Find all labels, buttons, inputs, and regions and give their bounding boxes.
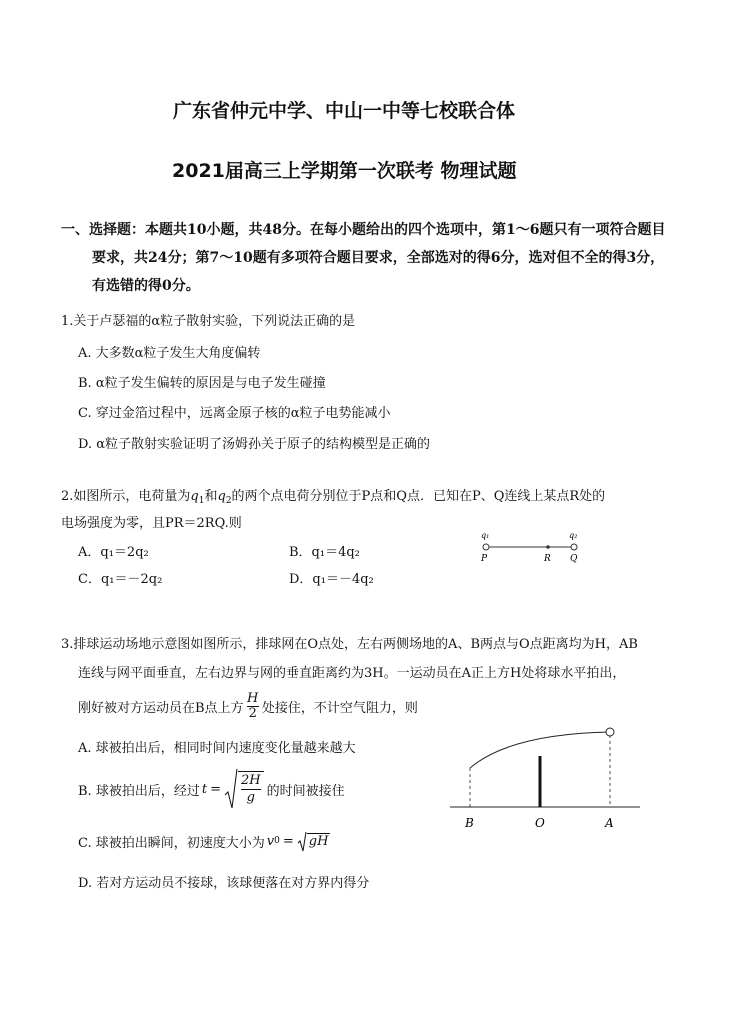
q1-stem: 1.关于卢瑟福的α粒子散射实验，下列说法正确的是 [61, 314, 356, 329]
q2-charge-diagram [470, 528, 590, 568]
section-instructions-line-3: 有选错的得0分。 [92, 278, 200, 294]
q1-option-a: A. 大多数α粒子发生大角度偏转 [78, 346, 261, 361]
label-q: Q [570, 554, 578, 564]
q3-option-b [78, 767, 345, 811]
q3-stem-line-2: 连线与网平面垂直，左右边界与网的垂直距离约为3H。一运动员在A正上方H处将球水平拍出， [78, 666, 626, 681]
label-q1: q₁ [481, 531, 490, 540]
q2-stem-line-2: 电场强度为零，且PR＝2RQ.则 [61, 516, 242, 531]
q2-q1-subscript: 1 [198, 496, 205, 506]
section-instructions-line-2: 要求，共24分；第7～10题有多项符合题目要求，全部选对的得6分，选对但不全的得3分， [92, 250, 665, 266]
q3-line3-suffix: 处接住，不计空气阻力，则 [261, 700, 418, 716]
q2-stem-rest: 的两个点电荷分别位于P点和Q点．已知在P、Q连线上某点R处的 [231, 489, 606, 504]
equals-sign-c: = [282, 833, 294, 849]
q2-option-b: B．q₁＝4q₂ [289, 545, 360, 560]
fraction-numerator: H [247, 690, 259, 706]
label-a: A [605, 816, 614, 830]
label-p: P [481, 554, 488, 564]
q2-stem-and: 和 [204, 489, 218, 504]
q3-stem-line-1: 3.排球运动场地示意图如图所示，排球网在O点处，左右两侧场地的A、B两点与O点距离均为H，AB [61, 637, 638, 652]
sqrt-2h-over-g [238, 771, 264, 806]
label-o: O [535, 816, 545, 830]
section-instructions-line-1: 一、选择题：本题共10小题，共48分。在每小题给出的四个选项中，第1～6题只有一项符合题目 [61, 222, 666, 238]
q3-stem-line-3 [78, 690, 418, 722]
v-subscript: 0 [274, 836, 280, 846]
point-q-marker [571, 544, 577, 550]
q3-volleyball-diagram [440, 720, 650, 835]
q2-q2-subscript: 2 [225, 496, 232, 506]
q1-option-c: C. 穿过金箔过程中，远离金原子核的α粒子电势能减小 [78, 406, 391, 421]
point-r-marker [546, 545, 550, 549]
q2-stem-prefix: 2.如图所示，电荷量为 [61, 489, 191, 504]
q2-option-a: A．q₁＝2q₂ [78, 545, 149, 560]
equals-sign: = [210, 781, 221, 797]
v-symbol: v [266, 833, 275, 849]
q2-stem-line-1 [61, 485, 605, 506]
q3-option-c [78, 829, 330, 853]
fraction-denominator: 2 [248, 705, 257, 721]
q2-option-c: C．q₁＝－2q₂ [78, 572, 163, 587]
radicand-numerator: 2H [240, 772, 261, 788]
point-p-marker [483, 544, 489, 550]
sqrt-radical-icon [224, 767, 238, 811]
q2-q2-symbol: q [217, 489, 226, 504]
ball-icon [606, 728, 614, 736]
q1-option-b: B. α粒子发生偏转的原因是与电子发生碰撞 [78, 376, 326, 391]
label-r: R [544, 554, 551, 564]
q2-q1-symbol: q [190, 489, 199, 504]
title-line-1: 广东省仲元中学、中山一中等七校联合体 [173, 100, 516, 122]
q2-option-d: D．q₁＝－4q₂ [289, 572, 374, 587]
q3-line3-prefix: 刚好被对方运动员在B点上方 [78, 700, 244, 716]
q3-option-c-prefix: C. 球被拍出瞬间，初速度大小为 [78, 835, 265, 851]
radicand-denominator: g [241, 789, 261, 806]
q3-option-a: A. 球被拍出后，相同时间内速度变化量越来越大 [78, 741, 356, 756]
q3-option-b-prefix: B. 球被拍出后，经过 [78, 783, 200, 799]
q3-option-d: D. 若对方运动员不接球，该球便落在对方界内得分 [78, 876, 370, 891]
t-symbol: t [201, 781, 208, 797]
q3-option-b-suffix: 的时间被接住 [266, 783, 345, 799]
label-b: B [465, 816, 474, 830]
title-line-2: 2021届高三上学期第一次联考 物理试题 [172, 160, 517, 182]
radicand-gh: gH [308, 833, 329, 849]
label-q2: q₂ [569, 531, 578, 540]
sqrt-radical-icon-c [297, 830, 307, 852]
h-over-2-fraction [247, 692, 259, 721]
q1-option-d: D. α粒子散射实验证明了汤姆孙关于原子的结构模型是正确的 [78, 437, 431, 452]
